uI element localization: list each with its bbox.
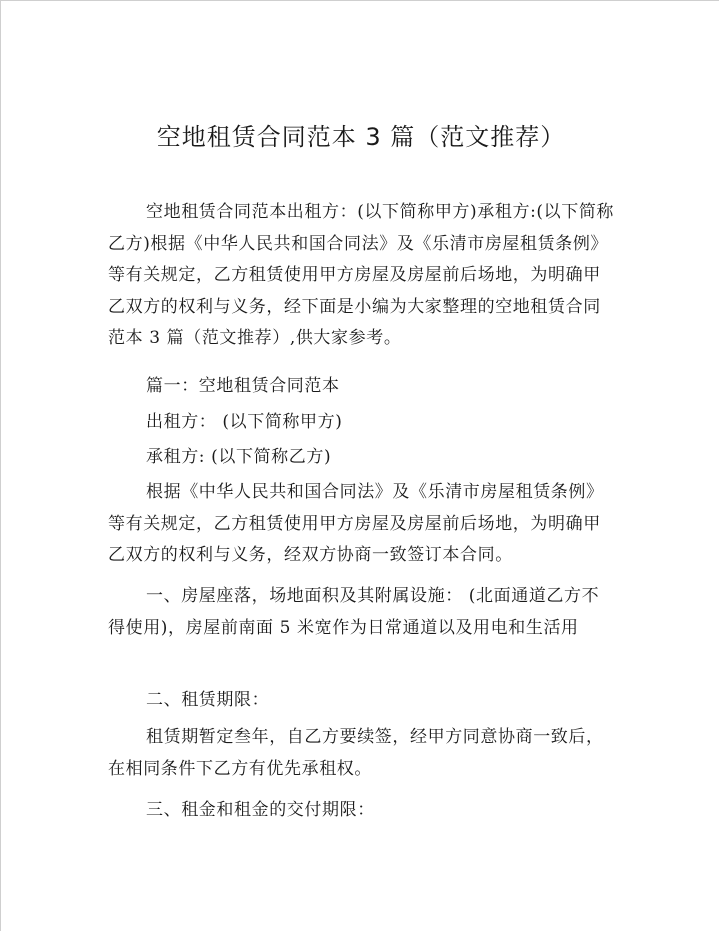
clause-3-heading: 三、租金和租金的交付期限： [146, 800, 375, 820]
document-title: 空地租赁合同范本 3 篇（范文推荐） [156, 123, 566, 151]
intro-paragraph: 空地租赁合同范本出租方：(以下简称甲方)承租方:(以下简称乙方)根据《中华人民共和国合同法》及《乐清市房屋租赁条例》等有关规定，乙方租赁使用甲方房屋及房屋前后场地，为明确甲乙双方的权利与义务，经下面是小编为大家整理的空地租赁合同范本 3 篇（范文推荐）,供大家参考。 [108, 202, 615, 348]
section-heading: 篇一：空地租赁合同范本 [146, 376, 340, 396]
lessor-line: 出租方： (以下简称甲方) [146, 412, 343, 432]
clause-2-paragraph: 租赁期暂定叁年，自乙方要续签，经甲方同意协商一致后，在相同条件下乙方有优先承租权。 [108, 727, 604, 779]
lessee-line: 承租方: (以下简称乙方) [146, 447, 332, 467]
clause-1-paragraph: 一、房屋座落，场地面积及其附属设施： (北面通道乙方不得使用)，房屋前南面 5 米宽作为日常通道以及用电和生活用 [108, 586, 600, 638]
clause-2-heading: 二、租赁期限： [146, 690, 270, 710]
basis-paragraph: 根据《中华人民共和国合同法》及《乐清市房屋租赁条例》等有关规定，乙方租赁使用甲方房屋及房屋前后场地，为明确甲乙双方的权利与义务，经双方协商一致签订本合同。 [108, 482, 604, 565]
